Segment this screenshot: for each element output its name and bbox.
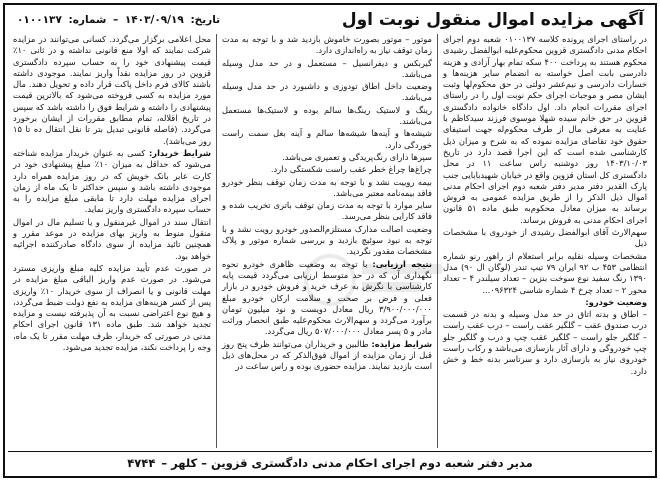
condition-item: بیمه روییت نشد و با توجه به مدت زمان توقف بنظر خودرو فاقد بیمه‌نامه معتبر می‌باشد. (222, 176, 432, 198)
date-value: ۱۴۰۳/۰۹/۱۹ (124, 14, 184, 26)
transfer-paragraph: انتقال سند در اموال غیرمنقول و یا تسلیم مال در اموال منقول منوط به واریز بهای مزایده در موعد مقرر و همچنین تائید مزایده از سوی دادگاه صادرکننده اجرائیه خواهد بود. (13, 216, 211, 261)
ad-title: آگهی مزایده اموال منقول نوبت اول (341, 10, 644, 30)
evaluation-text: با توجه به وضعیت ظاهری خودرو نحوه نگهداری آن که در حد متوسط ارزیابی می‌گردد قیمت پایه کارشناسی با نگرش به عرف خرید و فروش خودرو در بازار فعلی و فرض بر صحت و سلامت ارکان خودرو مبلغ ۳/۹۰۰/۰۰۰/۰۰۰ ریال معادل دویست و نود میلیون تومان برآورد می‌گردد و سهم‌الارث محکوم‌علیه طبق انحصار وراثت مادر و ۵ پسر معادل ۵۰۷/۰۰۰/۰۰۰ ریال می‌گردد. (222, 258, 432, 337)
ad-meta (8, 14, 220, 26)
buyer-conditions-text: کسی به عنوان خریدار مزایده شناخته می‌شود که حداقل به میزان ۱۰٪ مبلغ پیشنهادی خود در کارت عابر بانک خویش که در روز مزایده همراه دارد موجودی داشته باشد و سپس حداکثر تا یک ماه از زمان اجرای مزایده مهلت دارد تا مابقی مبلغ مزایده را به حساب سپرده دادگستری واریز نماید. (13, 147, 211, 215)
auction-venue-paragraph: محل اعلامی برگزار می‌گردد. کسانی می‌توانند در مزایده شرکت نمایند که اولا منع قانونی نداشته و در ثانی ۱۰٪ قیمت پیشنهادی خود را به حساب سپرده دادگستری قزوین در روز مزایده نقداً واریز نمایند. موجودی داشته باشند کالای فرم داخل پاکت قرار داده و تحویل دهند. مال مورد مزایده به کسی فروخته می‌شود که بالاترین قیمت پیشنهادی را داشته و شرایط فوق را داشته باشد که سپس در تاریخ اقلاله، تمام مطابق مقررات از ایشان برخورد می‌گردد. (فاصله قانونی تبدیل بتر تا نقل انتقال ده تا ۱۵ روز می‌باشد). (13, 34, 211, 146)
evaluation-label: نتیجه ارزیابی: (372, 258, 433, 269)
footer-code: ۴۷۴۴ (127, 456, 156, 470)
terms-text: طالبین و خریداران می‌توانند ظرف پنج روز قبل از زمان مزایده از اموال فوق‌الذکر که در محل‌های ذیل است بازدید نمایند. مزایده حضوری بوده و راس ساعت در (222, 338, 432, 372)
ad-columns (8, 34, 652, 448)
column-middle (216, 34, 438, 448)
date-label: تاریخ: (190, 14, 221, 26)
buyer-conditions-paragraph (13, 148, 211, 216)
meta-separator: – (112, 14, 119, 26)
column-right (438, 34, 652, 448)
refund-paragraph: در صورت عدم تأیید مزایده کلیه مبلغ واریزی مسترد می‌شود. در صورت عدم واریز الباقی مبلغ مزایده در مهلت قانونی و یا انصراف از سوی خریدار ۱۰٪ واریزی پس از کسر هزینه‌های مزایده به نفع دولت ضبط می‌گردد، و هیچ نوع اعتراضی نسبت به آن پذیرفته نیست و مزایده تجدید خواهد شد. طبق ماده ۱۳۱ قانون اجرای احکام مدنی در صورتی که خریدار، ظرف مهلت مقرر تا یک ماه، وجه را پرداخت نکند، مزایده تجدید می‌شود. (13, 262, 211, 353)
condition-item: سپرها دارای رنگ‌پریدگی و تعمیری می‌باشد. (282, 151, 432, 162)
condition-item: وضعیت داخل اطاق تودوزی و داشبورد در حد مدل وسیله می‌باشد. (222, 81, 432, 103)
number-label: شماره: (68, 14, 107, 26)
terms-paragraph (222, 339, 432, 373)
condition-item: وضعیت اصالت مدارک مستلزم‌الصدور خودرو رویت نشد و با توجه به نبود سوئیچ بازدید و بررسی شماره موتور و پلاک مشخصات مقدور نگردید. (222, 223, 432, 257)
body-condition: – اطاق و بدنه اتاق در حد مدل وسیله و بدنه در قسمت درب صندوق عقب – گلگیر عقب راست – درب عقب راست – گلگیر جلو راست – گلگیر عقب چپ و درب و گلگیر جلو چپ خودروگی و دارای آثار بازسازی می‌باشد و رکاب راست خودروی نیاز به بازسازی دارد و سرتاسر بدنه خط و خش دارد. (443, 309, 647, 376)
condition-item: موتور – موتور بصورت خاموش بازدید شد و با توجه به مدت زمان توقف نیاز به راه‌اندازی دارد. (222, 34, 432, 56)
condition-item: چراغ‌ها چراغ خطر عقب راست شکستگی دارد. (270, 164, 432, 175)
vehicle-status-heading: وضعیت خودرو: (585, 296, 647, 307)
intro-paragraph: در راستای اجرای پرونده کلاسه ۰۱۰۰۱۳۷ شعبه دوم اجرای احکام مدنی دادگستری قزوین محکوم‌علیه ابوالفضل رشیدی محکوم هستند به پرداخت ۴۰۰ سکه تمام بهار آزادی و هزینه دادرسی بابت اصل خواسته به انضمام سایر هزینه‌ها و خسارات دادرسی و نیم‌عشر دولتی در حق محکوم‌لها وثبت ایشان مصر و موجبات اجرای حکم نوبت اول را در راستای اجرای مقررات انجام داد. اول دادگاه خانواده دادگستری قزوین در حق خانم سیده شهلا موسوی فرزند سیدکاظم با عنایت به معرفی مال از طرف محکوم‌له جهت استیفای حقوق خود تقاضای مزایده نموده که به شرح و میزان ذیل کارشناسی شده است که این اجرا قصد دارد در تاریخ ۱۴۰۳/۱۰/۰۳ روز دوشنبه راس ساعت ۱۱ در محل دادگستری کل استان قزوین واقع در خیابان شهیدبابایی جنب پارک القدیر دفتر مدیر دفتر شعبه دوم اجرای احکام مدنی اموال ذیل الذکر را از طریق مزایده عمومی به فروش برساند به میزان معادل محکوم‌به طبق ماده ۵۱ قانون اجرای احکام مدنی به فروش برساند. (443, 34, 647, 225)
footer-text: مدیر دفتر شعبه دوم اجرای احکام مدنی دادگستری قزوین – کلهر – (161, 456, 533, 470)
condition-item: گیربکس و دیفرانسیل – مستعمل و در حد مدل وسیله می‌باشد. (222, 57, 432, 79)
condition-item: رینگ و لاستیک رینگ‌ها سالم بوده و لاستیک‌ها مستعمل می‌باشند. (222, 104, 432, 127)
condition-item: سایر موارد با توجه به مدت زمان توقف باتری تخریب شده و فاقد کارایی بنظر می‌رسد. (222, 200, 432, 222)
terms-label: شرایط مزایده: (371, 338, 432, 349)
buyer-conditions-label: شرایط خریدار: (148, 147, 212, 158)
evaluation-paragraph (222, 259, 432, 338)
condition-item: شیشه‌ها و آینه‌ها شیشه‌ها سالم و آینه بغل سمت راست خوردگی دارد. (222, 128, 432, 150)
inheritance-line: سهم‌الارث آقای ابوالفضل رشیدی از خودروی با مشخصات ذیل (443, 227, 647, 249)
ad-footer (8, 451, 652, 474)
vehicle-specs: مشخصات وسیله نقلیه برابر استعلام از راهور رنو شماره انتظامی ۴۵۳ ب ۹۲ ایران ۷۹ تیپ تندر (لوگان ال ۹۰) مدل ۱۳۹۰ رنگ سفید نوع سوخت بنزین – تعداد سیلندر ۴ – تعداد محور ۲ – تعداد چرخ ۴ شماره شاسی ۰۹۶۳۲۴... (443, 250, 648, 295)
number-value: ۰۱۰۰۱۳۷ (17, 14, 62, 26)
column-left (8, 34, 216, 448)
ad-header (8, 7, 652, 33)
